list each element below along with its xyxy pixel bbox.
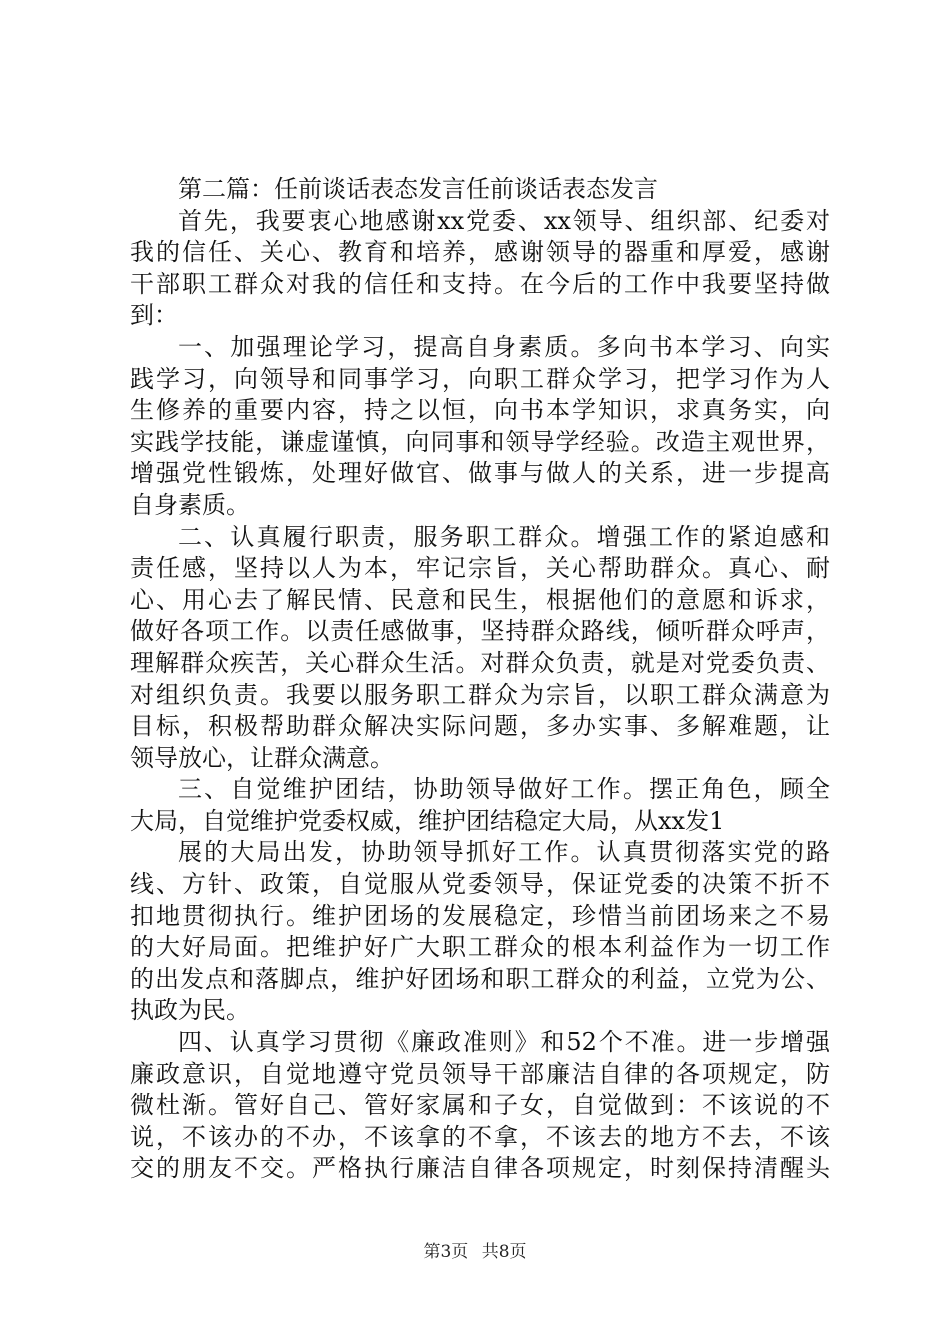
text-line: 执政为民。 bbox=[130, 996, 250, 1025]
text-line: 廉政意识，自觉地遵守党员领导干部廉洁自律的各项规定，防 bbox=[130, 1059, 830, 1088]
page-total: 共8页 bbox=[481, 1242, 527, 1262]
text-line: 心、用心去了解民情、民意和民生，根据他们的意愿和诉求， bbox=[130, 585, 830, 614]
text-line: 自身素质。 bbox=[130, 490, 250, 519]
text-line: 领导放心，让群众满意。 bbox=[130, 743, 394, 772]
text-line: 展的大局出发，协助领导抓好工作。认真贯彻落实党的路 bbox=[178, 838, 830, 867]
text-line: 增强党性锻炼，处理好做官、做事与做人的关系，进一步提高 bbox=[130, 459, 830, 488]
text-line: 第二篇：任前谈话表态发言任前谈话表态发言 bbox=[178, 175, 658, 203]
text-line: 目标，积极帮助群众解决实际问题，多办实事、多解难题，让 bbox=[130, 712, 830, 741]
text-line: 生修养的重要内容，持之以恒，向书本学知识，求真务实，向 bbox=[130, 396, 830, 425]
text-line: 扣地贯彻执行。维护团场的发展稳定，珍惜当前团场来之不易 bbox=[130, 901, 830, 930]
text-line: 干部职工群众对我的信任和支持。在今后的工作中我要坚持做 bbox=[130, 269, 830, 298]
text-line: 做好各项工作。以责任感做事，坚持群众路线，倾听群众呼声， bbox=[130, 617, 830, 646]
text-line: 说，不该办的不办，不该拿的不拿，不该去的地方不去，不该 bbox=[130, 1122, 830, 1151]
text-line: 三、自觉维护团结，协助领导做好工作。摆正角色，顾全 bbox=[178, 775, 830, 804]
text-line: 对组织负责。我要以服务职工群众为宗旨，以职工群众满意为 bbox=[130, 680, 830, 709]
text-line: 我的信任、关心、教育和培养，感谢领导的器重和厚爱，感谢 bbox=[130, 238, 830, 267]
text-line: 首先，我要衷心地感谢xx党委、xx领导、组织部、纪委对 bbox=[178, 206, 830, 235]
document-body bbox=[130, 174, 830, 1185]
text-line: 责任感，坚持以人为本，牢记宗旨，关心帮助群众。真心、耐 bbox=[130, 554, 830, 583]
text-line: 践学习，向领导和同事学习，向职工群众学习，把学习作为人 bbox=[130, 364, 830, 393]
text-line: 大局，自觉维护党委权威，维护团结稳定大局，从xx发1 bbox=[130, 806, 725, 835]
page-number: 第3页 bbox=[423, 1242, 469, 1262]
text-line: 理解群众疾苦，关心群众生活。对群众负责，就是对党委负责、 bbox=[130, 648, 830, 677]
text-line: 实践学技能，谦虚谨慎，向同事和领导学经验。改造主观世界， bbox=[130, 427, 830, 456]
text-line: 线、方针、政策，自觉服从党委领导，保证党委的决策不折不 bbox=[130, 870, 830, 899]
text-line: 的大好局面。把维护好广大职工群众的根本利益作为一切工作 bbox=[130, 933, 830, 962]
text-line: 到： bbox=[130, 301, 178, 330]
text-line: 交的朋友不交。严格执行廉洁自律各项规定，时刻保持清醒头 bbox=[130, 1154, 830, 1183]
text-line: 一、加强理论学习，提高自身素质。多向书本学习、向实 bbox=[178, 332, 830, 361]
text-line: 二、认真履行职责，服务职工群众。增强工作的紧迫感和 bbox=[178, 522, 830, 551]
text-line: 四、认真学习贯彻《廉政准则》和52个不准。进一步增强 bbox=[178, 1028, 830, 1057]
page-footer bbox=[0, 1241, 950, 1263]
text-line: 微杜渐。管好自己、管好家属和子女，自觉做到：不该说的不 bbox=[130, 1091, 830, 1120]
text-line: 的出发点和落脚点，维护好团场和职工群众的利益，立党为公、 bbox=[130, 964, 830, 993]
